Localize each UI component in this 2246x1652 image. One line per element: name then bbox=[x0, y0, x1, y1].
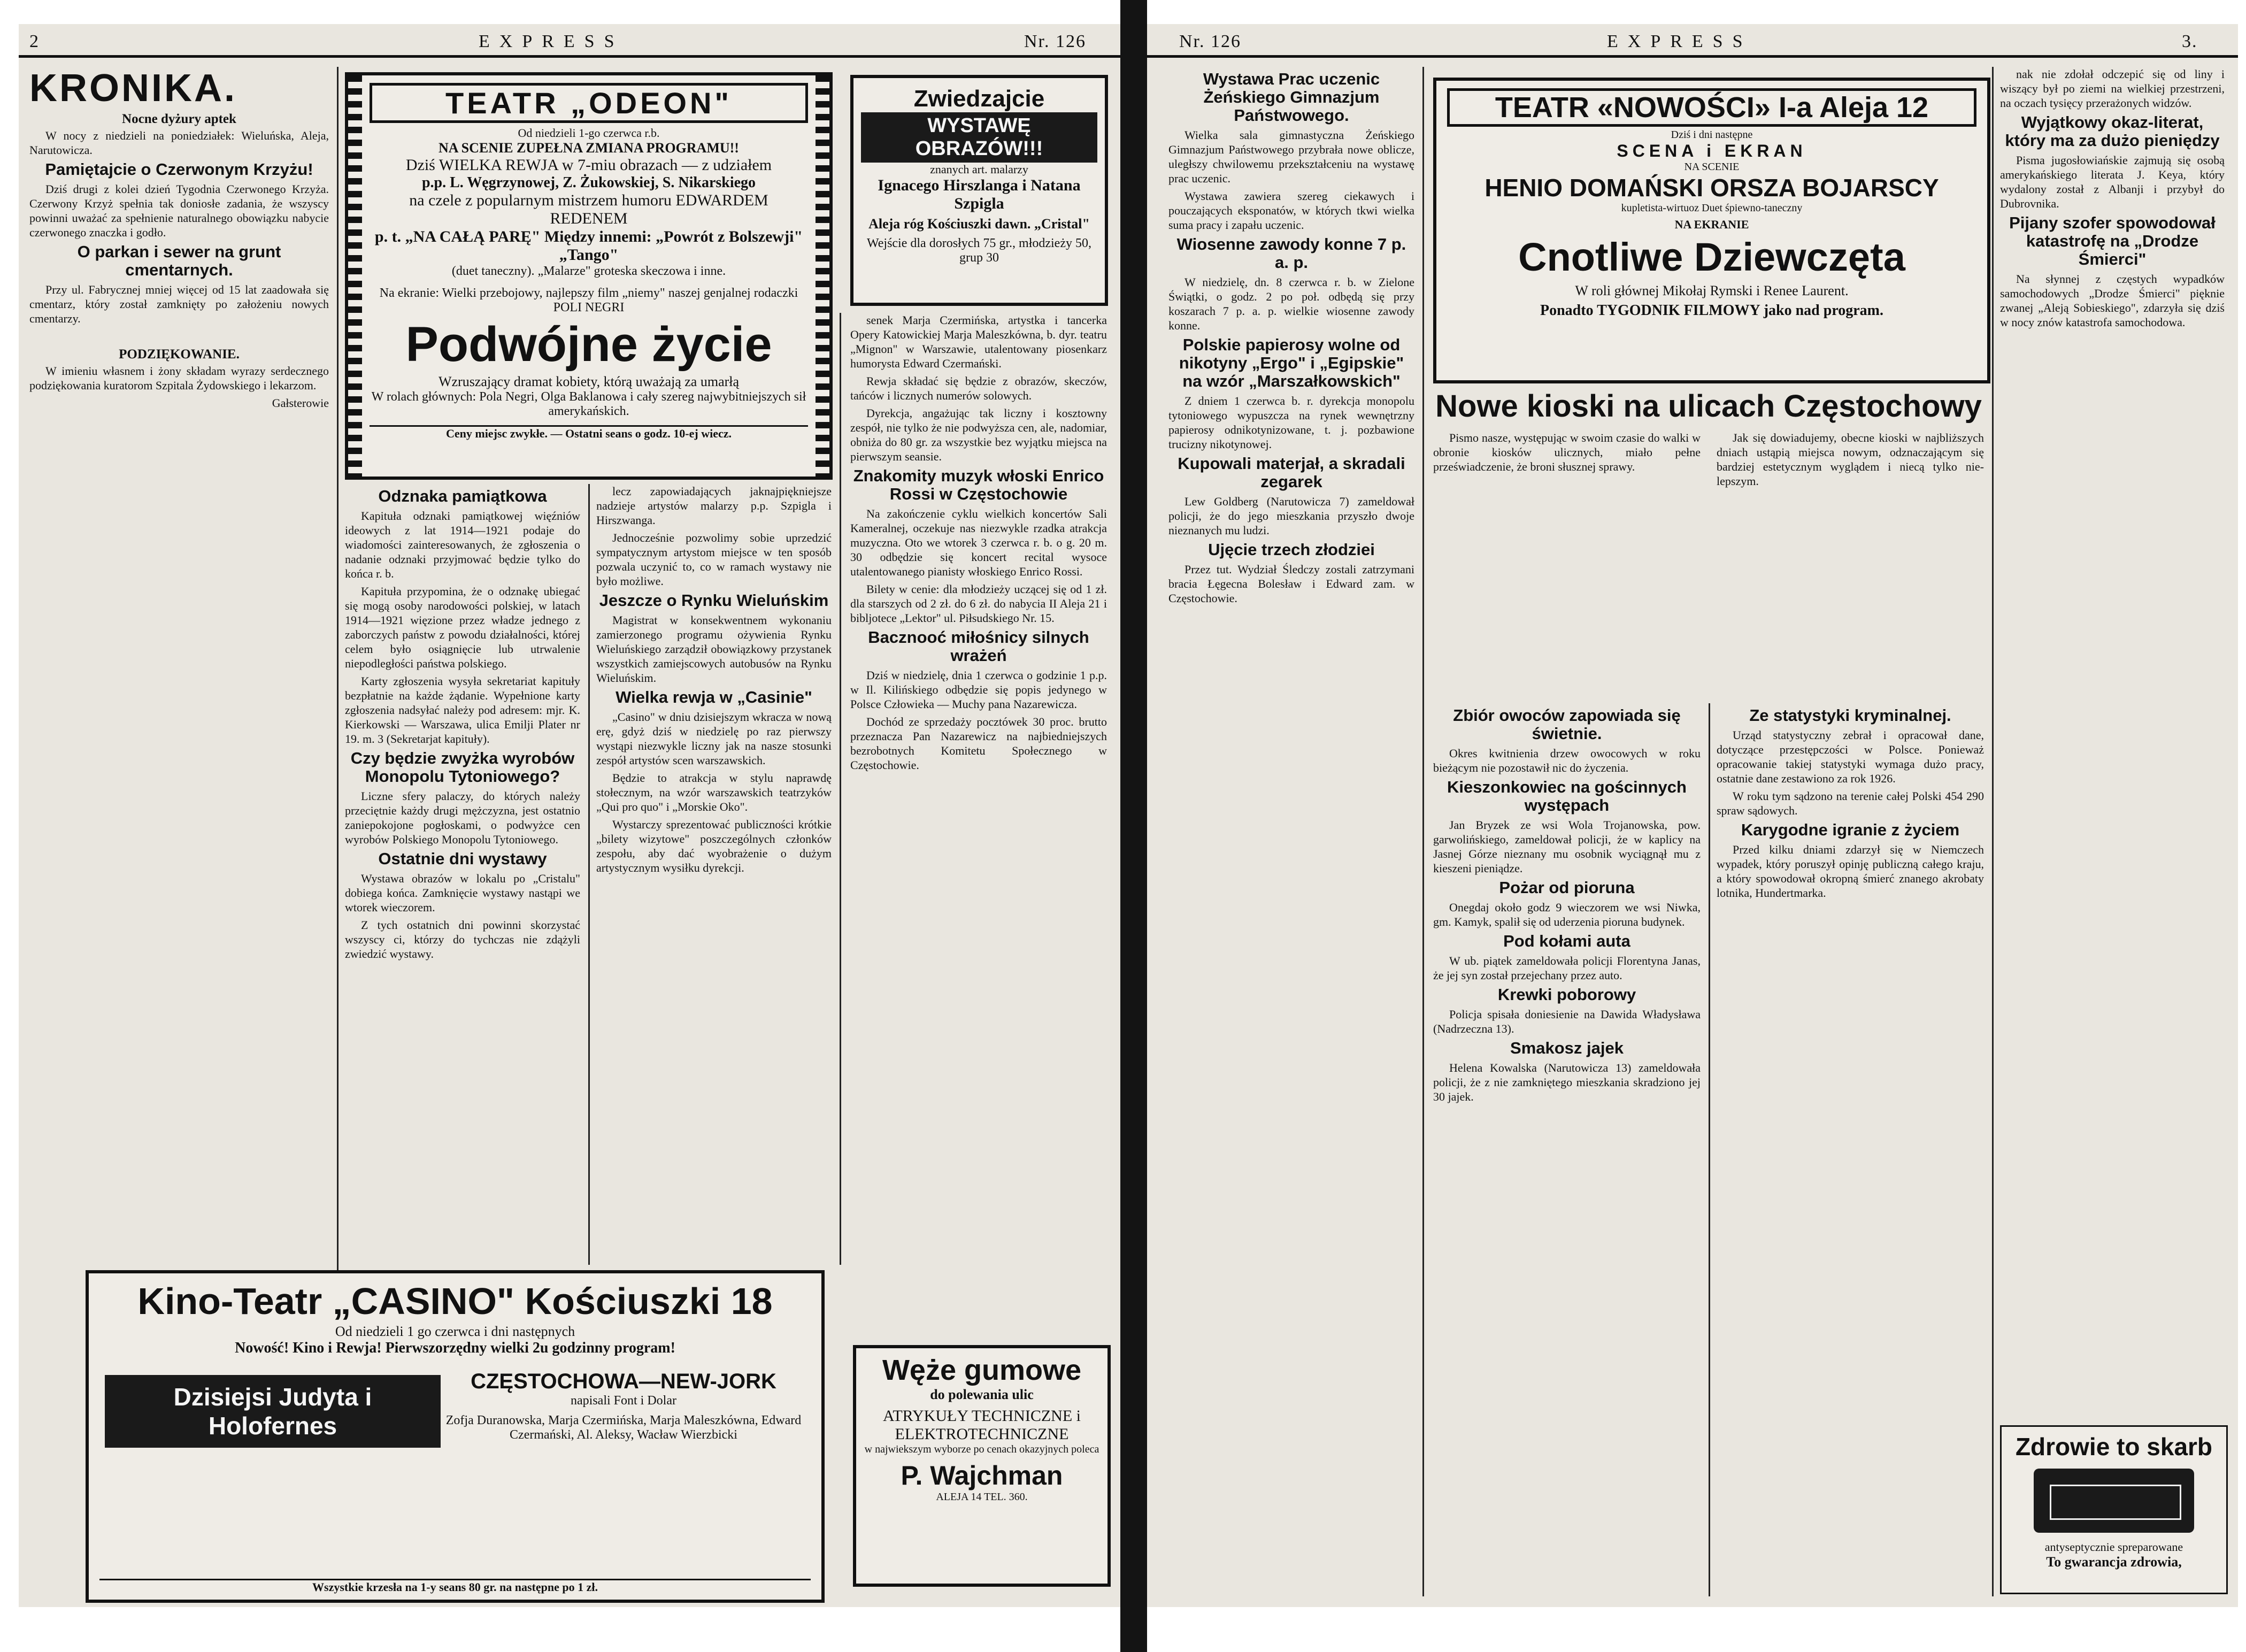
cemetery-heading: O parkan i sewer na grunt cmentarnych. bbox=[77, 242, 281, 279]
rcol1-heading4: Kupowali materjał, a skradali zegarek bbox=[1178, 454, 1405, 491]
zdrowie-title: Zdrowie to skarb bbox=[2015, 1433, 2213, 1461]
casino-footer: Wszystkie krzesła na 1-y seans 80 gr. na następne po 1 zł. bbox=[99, 1579, 811, 1594]
col2-para1: lecz zapowiadających jaknajpiękniejsze nadzieje artystów malarzy p.p. Szpigla i Hirszwanga. bbox=[596, 485, 832, 527]
right-col3 bbox=[1717, 703, 1984, 1596]
odeon-film-title: Podwójne życie bbox=[405, 317, 772, 372]
right-issue: Nr. 126 bbox=[1179, 32, 1241, 51]
kronika-title: KRONIKA. bbox=[29, 67, 237, 110]
left-page bbox=[19, 24, 1120, 1607]
nowosci-title: TEATR «NOWOŚCI» I-a Aleja 12 bbox=[1447, 88, 1976, 127]
left-masthead: EXPRESS bbox=[479, 32, 624, 51]
col2-para3: Magistrat w konsekwentnem wykonaniu zamierzonego programu ożywienia Rynku Wieluńskiego zarządził obowiązkowy przystanek wszystkich zamiejscowych autobusów na Rynku Wieluńskim. bbox=[596, 613, 832, 685]
col3-para4: Na zakończenie cyklu wielkich koncertów Sali Kameralnej, oczekuje nas niezwykle rzadka atrakcja muzyczna. Oto we wtorek 3 czerwca r. b. o g. 20 m. 30 odbędzie się koncert recital wysoce utalentowanego pianisty włoskiego Enrico Rossi. bbox=[850, 507, 1107, 578]
right-col2 bbox=[1433, 703, 1701, 1596]
rcol2-heading6: Smakosz jajek bbox=[1510, 1039, 1624, 1057]
kioski-title: Nowe kioski na ulicach Częstochowy bbox=[1435, 389, 1982, 424]
rcol2-para4: W ub. piątek zameldowała policji Florentyna Janas, że jej syn został przejechany przez auto. bbox=[1433, 954, 1701, 982]
nowosci-line7: Ponadto TYGODNIK FILMOWY jako nad program. bbox=[1540, 302, 1883, 319]
rcol1-heading2: Wiosenne zawody konne 7 p. a. p. bbox=[1176, 235, 1406, 272]
col3-para2: Rewja składać się będzie z obrazów, skeczów, tańców i licznych numerów solowych. bbox=[850, 374, 1107, 402]
casino-cast: Zofja Duranowska, Marja Czermińska, Marja Maleszkówna, Edward Czermański, Al. Aleksy, Wacław Wierzbicki bbox=[445, 1413, 802, 1442]
nowosci-line6: NA EKRANIE bbox=[1674, 218, 1749, 231]
zdrowie-ad bbox=[2000, 1425, 2228, 1594]
casino-revue: CZĘSTOCHOWA—NEW-JORK bbox=[471, 1370, 776, 1393]
col3-para3: Dyrekcja, angażując tak liczny i kosztowny zespół, nie tylko że nie podwyższa cen, ale, nadomiar, obniża do 80 gr. za wszystkie bez wyjątku miejsca na pierwszym seansie. bbox=[850, 406, 1107, 463]
casino-revue-sub: napisali Font i Dolar bbox=[571, 1394, 676, 1408]
wajchman-sub: do polewania ulic bbox=[930, 1387, 1034, 1402]
right-col4 bbox=[2000, 67, 2225, 1420]
rcol2-heading2: Kieszonkowiec na gościnnych występach bbox=[1447, 778, 1687, 815]
col1-para3: Karty zgłoszenia wysyła sekretariat kapituły bezpłatnie na każde żądanie. Wypełnione karty zgłoszenia nadsyłać należy pod adresem: mjr. K. Kierkowski — Warszawa, ulica Emilji Plater nr 19. m. 3 (Sekretarjat kapituły). bbox=[345, 674, 580, 746]
nowosci-line3: NA SCENIE bbox=[1684, 161, 1740, 173]
exhibition-line3: znanych art. malarzy bbox=[930, 163, 1028, 176]
odeon-screen-note: Na ekranie: Wielki przebojowy, najlepszy film „niemy" naszej genjalnej rodaczki POLI NEGRI bbox=[379, 286, 798, 314]
rcol3-para3: Przed kilku dniami zdarzył się w Niemczech wypadek, który poruszył opinję publiczną całego kraju, a który spowodował okropną śmierć znanego akrobaty lotnika, Hundertmarka. bbox=[1717, 843, 1984, 900]
col1-heading2: Czy będzie zwyżka wyrobów Monopolu Tytoniowego? bbox=[350, 749, 575, 786]
rcol4-para2: Pisma jugosłowiańskie zajmują się osobą amerykańskiego literata J. Keya, który wydalony został z Albanji i przybył do Dubrovnika. bbox=[2000, 153, 2225, 210]
remember-heading: Pamiętajcie o Czerwonym Krzyżu! bbox=[45, 160, 313, 179]
right-col1 bbox=[1168, 67, 1414, 1596]
exhibition-ad bbox=[850, 75, 1108, 306]
casino-film: Dzisiejsi Judyta i Holofernes bbox=[105, 1375, 441, 1448]
column-rule bbox=[337, 67, 339, 1270]
col1-para6: Z tych ostatnich dni powinni skorzystać wszyscy ci, którzy do tychczas nie zdążyli zwiedzić wystawy. bbox=[345, 918, 580, 961]
col3-para7: Dochód ze sprzedaży pocztówek 30 proc. brutto przeznacza Pan Nazarewicz na najbiedniejszych bezrobotnych Komitetu Społecznego w Częstochowie. bbox=[850, 715, 1107, 772]
exhibition-line2: WYSTAWĘ OBRAZÓW!!! bbox=[861, 112, 1097, 163]
casino-line1: Od niedzieli 1 go czerwca i dni następnych bbox=[335, 1324, 575, 1339]
col2-heading1: Jeszcze o Rynku Wieluńskim bbox=[599, 591, 829, 610]
rcol1-para5: Lew Goldberg (Narutowicza 7) zameldował policji, że do jego mieszkania przyszło dwoje nieznanych mu ludzi. bbox=[1168, 495, 1414, 537]
col1-para2: Kapituła przypomina, że o odznakę ubiegać się mogą osoby narodowości polskiej, w latach 1914—1921 więzione przez władze jednego z zaborczych państw z powodu działalności, której celem było osiągnięcie lub utrwalenie niepodległości państwa polskiego. bbox=[345, 585, 580, 670]
column-rule bbox=[1992, 67, 1994, 1596]
col1-para5: Wystawa obrazów w lokalu po „Cristalu" dobiega końca. Zamknięcie wystawy nastąpi we wtorek wieczorem. bbox=[345, 872, 580, 914]
rcol1-heading1: Wystawa Prac uczenic Żeńskiego Gimnazjum Państwowego. bbox=[1203, 70, 1380, 125]
col1-para1: Kapituła odznaki pamiątkowej więźniów ideowych z lat 1914—1921 podaje do wiadomości zainteresowanych, że zgłoszenia o nadanie odznaki przyjmować będzie tylko do końca r. b. bbox=[345, 509, 580, 580]
rcol1-para2: Wystawa zawiera szereg ciekawych i pouczających eksponatów, w których tkwi wielka suma pracy i zapału uczenic. bbox=[1168, 189, 1414, 232]
right-page bbox=[1147, 24, 2238, 1607]
left-issue: Nr. 126 bbox=[1024, 32, 1086, 51]
nowosci-cast: W roli głównej Mikołaj Rymski i Renee Laurent. bbox=[1575, 283, 1849, 298]
casino-ad bbox=[86, 1270, 825, 1603]
thanks-heading: PODZIĘKOWANIE. bbox=[119, 347, 240, 362]
odeon-film-desc: Wzruszający dramat kobiety, którą uważają za umarłą bbox=[438, 374, 740, 389]
odeon-line5: na czele z popularnym mistrzem humoru EDWARDEM REDENEM bbox=[409, 191, 768, 227]
zdrowie-line2: To gwarancja zdrowia, bbox=[2046, 1554, 2182, 1570]
odeon-line6: p. t. „NA CAŁĄ PARĘ" Między innemi: „Powrót z Bolszewji" „Tango" bbox=[374, 228, 803, 264]
kioski-article bbox=[1433, 388, 1984, 698]
rcol1-para3: W niedzielę, dn. 8 czerwca r. b. w Zielone Świątki, o godz. 2 po poł. odbędą się przy koszarach 7 p. a. p. wielkie wiosenne zawody konne. bbox=[1168, 275, 1414, 332]
rcol1-para4: Z dniem 1 czerwca b. r. dyrekcja monopolu tytoniowego wypuszcza na rynek wewnętrzny papierosy odnikotynizowane, t. j. pozbawione trucizny nikotynowej. bbox=[1168, 394, 1414, 451]
left-col2 bbox=[596, 484, 832, 1265]
thanks-text: W imieniu własnem i żony składam wyrazy serdecznego podziękowania kuratorom Szpitala Żydowskiego i lekarzom. bbox=[29, 364, 329, 392]
kioski-para1: Pismo nasze, występując w swoim czasie do walki w obronie kiosków ulicznych, miało pełne przeświadczenie, że broni słusznej sprawy. bbox=[1433, 431, 1701, 473]
thanks-signature: Gałsterowie bbox=[272, 396, 329, 410]
odeon-line4: p.p. L. Węgrzynowej, Z. Żukowskiej, S. Nikarskiego bbox=[421, 174, 756, 191]
odeon-line1: Od niedzieli 1-go czerwca r.b. bbox=[518, 126, 660, 140]
rcol2-heading1: Zbiór owoców zapowiada się świetnie. bbox=[1453, 706, 1681, 743]
column-rule bbox=[1422, 67, 1424, 1596]
rcol3-heading1: Ze statystyki kryminalnej. bbox=[1749, 706, 1951, 725]
col3-para6: Dziś w niedzielę, dnia 1 czerwca o godzinie 1 p.p. w Il. Kilińskiego odbędzie się popis jedynego w Polsce Człowieka — Muchy pana Nazarewicza. bbox=[850, 669, 1107, 711]
exhibition-line5: Aleja róg Kościuszki dawn. „Cristal" bbox=[868, 216, 1090, 232]
rcol1-para1: Wielka sala gimnastyczna Żeńskiego Gimnazjum Państwowego przybrała nowe oblicze, uległszy chwilowemu przekształceniu na wystawę prac uczenic. bbox=[1168, 128, 1414, 185]
rcol2-heading3: Pożar od pioruna bbox=[1499, 878, 1635, 897]
odeon-title: TEATR „ODEON" bbox=[370, 83, 808, 123]
nowosci-film-title: Cnotliwe Dziewczęta bbox=[1518, 235, 1905, 279]
nowosci-ad bbox=[1433, 78, 1990, 383]
wajchman-line: ATRYKUŁY TECHNICZNE i ELEKTROTECHNICZNE bbox=[883, 1407, 1081, 1443]
col2-para2: Jednocześnie pozwolimy sobie uprzedzić sympatycznym artystom miejsce w ten sposób pozwala uczynić to, co w ramach wystawy nie było możliwe. bbox=[596, 531, 832, 588]
col1-para4: Liczne sfery palaczy, do których należy przeciętnie każdy drugi mężczyzna, jest ostatnio zaniepokojone pogłoskami, o podwyżce cen wyrobów Polskiego Monopolu Tytoniowego. bbox=[345, 789, 580, 846]
col3-para1: senek Marja Czermińska, artystka i tancerka Opery Katowickiej Marja Maleszkówna, b. dyr. teatru „Mignon" w Warszawie, utalentowany piosenkarz humorysta Edward Czermański. bbox=[850, 313, 1107, 370]
rcol3-heading2: Karygodne igranie z życiem bbox=[1741, 820, 1960, 839]
casino-line2: Nowość! Kino i Rewja! Pierwszorzędny wielki 2u godzinny program! bbox=[235, 1340, 675, 1356]
rcol4-heading1: Wyjątkowy okaz-literat, który ma za dużo pieniędzy bbox=[2005, 113, 2220, 150]
nowosci-line2: SCENA i EKRAN bbox=[1617, 141, 1807, 160]
rcol3-para1: Urząd statystyczny zebrał i opracował dane, dotyczące przestępczości w Polsce. Ponieważ opracowanie takiej statystyki wymaga dużo pracy, ostatnie dane zestawiono za rok 1926. bbox=[1717, 728, 1984, 785]
product-image bbox=[2034, 1469, 2194, 1533]
casino-title: Kino-Teatr „CASINO" Kościuszki 18 bbox=[137, 1280, 773, 1322]
rcol1-para6: Przez tut. Wydział Śledczy zostali zatrzymani bracia Łęgecna Bolesław i Edward zam. w Częstochowie. bbox=[1168, 563, 1414, 605]
odeon-border-right bbox=[816, 75, 829, 477]
column-rule bbox=[840, 313, 841, 1265]
product-label bbox=[2050, 1485, 2181, 1520]
exhibition-line6: Wejście dla dorosłych 75 gr., młodzieży 50, grup 30 bbox=[867, 236, 1091, 265]
odeon-line2: NA SCENIE ZUPEŁNA ZMIANA PROGRAMU!! bbox=[439, 140, 739, 156]
left-col1 bbox=[345, 484, 580, 1265]
col2-para4: „Casino" w dniu dzisiejszym wkracza w nową erę, gdyż dziś w niedzielę po raz pierwszy wystąpi niezwykle liczny jak na nasze stosunki zespół artystów scen warszawskich. bbox=[596, 710, 832, 767]
rcol4-para3: Na słynnej z częstych wypadków samochodowych „Drodze Śmierci" pięknie zwanej „Aleją Sobieskiego", zdarzyła się dziś w nocy znów katastrofa samochodowa. bbox=[2000, 272, 2225, 329]
kioski-para2: Jak się dowiadujemy, obecne kioski w najbliższych dniach ustąpią miejsca nowym, odznaczającym się bardziej estetycznym wyglądem i niecą tylko nie-lepszym. bbox=[1717, 431, 1984, 488]
column-rule bbox=[588, 484, 590, 1265]
col1-heading3: Ostatnie dni wystawy bbox=[378, 849, 547, 868]
rcol2-heading4: Pod kołami auta bbox=[1503, 932, 1630, 950]
right-page-number: 3. bbox=[2182, 32, 2198, 51]
pharmacies-heading: Nocne dyżury aptek bbox=[122, 112, 236, 126]
pharmacies-text: W nocy z niedzieli na poniedziałek: Wieluńska, Aleja, Narutowicza. bbox=[29, 129, 329, 157]
page-gutter bbox=[1120, 0, 1147, 1652]
wajchman-line2: w najwiekszym wyborze po cenach okazyjnych poleca bbox=[864, 1443, 1099, 1455]
zdrowie-line1: antyseptycznie spreparowane bbox=[2044, 1540, 2183, 1554]
odeon-line3: Dziś WIELKA REWJA w 7-miu obrazach — z udziałem bbox=[405, 156, 772, 174]
wajchman-title: Węże gumowe bbox=[882, 1354, 1082, 1386]
rcol2-para2: Jan Bryzek ze wsi Wola Trojanowska, pow. garwolińskiego, zameldował policji, że w kaplicy na Jasnej Górze nieznany mu osobnik wyciągnął mu z kieszeni pieniądze. bbox=[1433, 818, 1701, 875]
right-masthead: EXPRESS bbox=[1607, 32, 1752, 51]
odeon-film-cast: W rolach głównych: Pola Negri, Olga Baklanowa i cały szereg najwybitniejszych sił amerykańskich. bbox=[371, 390, 806, 418]
rcol2-para6: Helena Kowalska (Narutowicza 13) zameldowała policji, że z nie zamkniętego mieszkania skradziono jej 30 jajek. bbox=[1433, 1061, 1701, 1103]
col1-heading1: Odznaka pamiątkowa bbox=[378, 487, 547, 505]
odeon-ad bbox=[345, 72, 833, 480]
odeon-border-left bbox=[348, 75, 362, 477]
rcol1-heading3: Polskie papierosy wolne od nikotyny „Ergo" i „Egipskie" na wzór „Marszałkowskich" bbox=[1179, 335, 1404, 390]
odeon-line7: (duet taneczny). „Malarze" groteska skeczowa i inne. bbox=[451, 264, 726, 278]
nowosci-line4: HENIO DOMAŃSKI ORSZA BOJARSCY bbox=[1484, 174, 1939, 202]
wajchman-address: ALEJA 14 TEL. 360. bbox=[936, 1491, 1028, 1503]
wajchman-ad bbox=[853, 1345, 1111, 1587]
left-col3 bbox=[850, 313, 1107, 1265]
cemetery-text: Przy ul. Fabrycznej mniej więcej od 15 lat zaadowała się cmentarz, który został zamknięty po założeniu nowych cmentarzy. bbox=[29, 283, 329, 325]
odeon-footer: Ceny miejsc zwykłe. — Ostatni seans o godz. 10-ej wiecz. bbox=[370, 425, 808, 441]
remember-text: Dziś drugi z kolei dzień Tygodnia Czerwonego Krzyża. Czerwony Krzyż spełnia tak doniosłe zadania, że wszyscy powinni uważać za spełnienie naturalnego obowiązku nabycie czerwonego znaczka i godło. bbox=[29, 182, 329, 239]
kronika-column bbox=[29, 67, 329, 1286]
col2-heading2: Wielka rewja w „Casinie" bbox=[616, 688, 812, 706]
rcol2-heading5: Krewki poborowy bbox=[1497, 985, 1636, 1004]
left-page-number: 2 bbox=[29, 32, 48, 51]
col3-para5: Bilety w cenie: dla młodzieży uczącej się od 1 zł. dla starszych od 2 zł. do 6 zł. do nabycia II Aleja 21 i bibljotece „Lektor" ul. Piłsudskiego Nr. 15. bbox=[850, 582, 1107, 625]
col3-heading1: Znakomity muzyk włoski Enrico Rossi w Częstochowie bbox=[853, 466, 1104, 503]
rcol3-para2: W roku tym sądzono na terenie całej Polski 454 290 spraw sądowych. bbox=[1717, 789, 1984, 817]
rcol4-para1: nak nie zdołał odczepić się od liny i wiszący był po ziemi na wielkiej przestrzeni, na oczach tysięcy przerażonych widzów. bbox=[2000, 67, 2225, 110]
wajchman-name: P. Wajchman bbox=[901, 1461, 1063, 1490]
col2-para5: Będzie to atrakcja w stylu naprawdę stołecznym, na wzór warszawskich teatrzyków „Qui pro quo" i „Morskie Oko". bbox=[596, 771, 832, 813]
rcol1-heading5: Ujęcie trzech złodziei bbox=[1208, 540, 1375, 559]
exhibition-line1: Zwiedzajcie bbox=[913, 86, 1045, 112]
rcol4-heading2: Pijany szofer spowodował katastrofę na „Drodze Śmierci" bbox=[2009, 213, 2216, 268]
left-header bbox=[19, 28, 1120, 58]
col3-heading2: Bacznooć miłośnicy silnych wrażeń bbox=[868, 628, 1089, 665]
right-header bbox=[1147, 28, 2238, 58]
rcol2-para5: Policja spisała doniesienie na Dawida Władysława (Nadrzeczna 13). bbox=[1433, 1008, 1701, 1035]
col2-para6: Wystarczy sprezentować publiczności krótkie „bilety wizytowe" poszczególnych członków zespołu, aby dać wyobrażenie o dużym artystycznym wysiłku dyrekcji. bbox=[596, 818, 832, 874]
nowosci-line1: Dziś i dni następne bbox=[1671, 129, 1753, 141]
rcol2-para3: Onegdaj około godz 9 wieczorem we wsi Niwka, gm. Kamyk, spalił się od uderzenia pioruna budynek. bbox=[1433, 901, 1701, 928]
column-rule bbox=[1709, 703, 1710, 1596]
rcol2-para1: Okres kwitnienia drzew owocowych w roku bieżącym nie pozostawił nic do życzenia. bbox=[1433, 747, 1701, 774]
nowosci-line5: kupletista-wirtuoz Duet śpiewno-taneczny bbox=[1621, 202, 1803, 214]
exhibition-line4: Ignacego Hirszlanga i Natana Szpigla bbox=[878, 176, 1081, 212]
